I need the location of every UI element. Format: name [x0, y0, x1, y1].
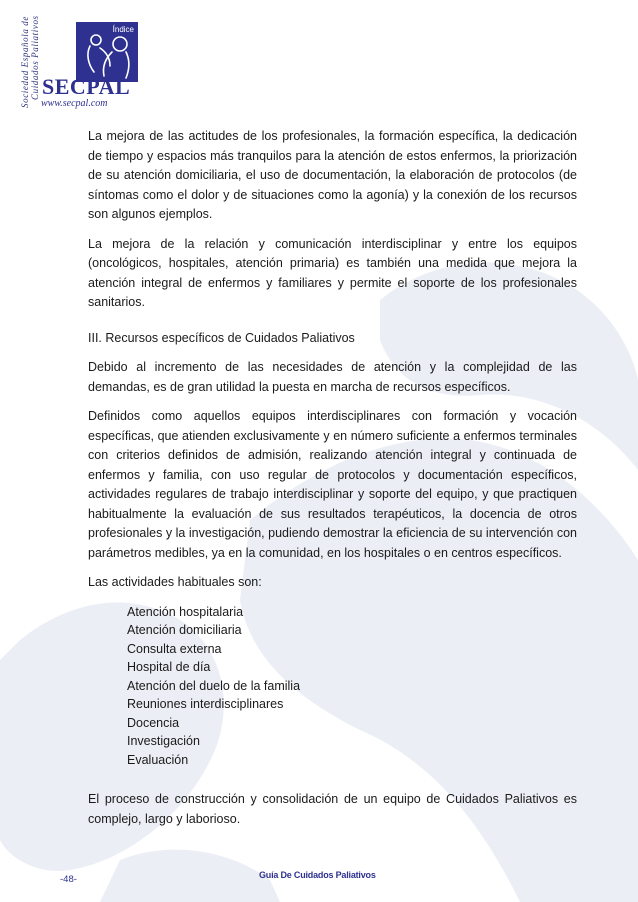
- paragraph-3: Debido al incremento de las necesidades de atención y la complejidad de las demandas, es de gran utilidad la puesta en marcha de recursos específicos.: [88, 360, 577, 394]
- list-item: Hospital de día: [127, 660, 211, 674]
- list-item: Consulta externa: [127, 641, 222, 656]
- index-link[interactable]: Índice: [112, 25, 134, 34]
- list-item: Evaluación: [127, 752, 189, 767]
- section-heading: III. Recursos específicos de Cuidados Paliativos: [88, 330, 355, 345]
- list-intro: Las actividades habituales son:: [88, 575, 262, 589]
- list-item: Docencia: [127, 715, 180, 730]
- list-item: Investigación: [127, 734, 200, 748]
- logo-wordmark: SECPAL: [42, 74, 131, 99]
- logo-emblem: [76, 22, 138, 82]
- paragraph-2: La mejora de la relación y comunicación interdisciplinar y entre los equipos (oncológicos, hospitales, atención primaria) es también una medida que mejora la atención integral de enfermos y familiares y permite el soporte de los profesionales sanitarios.: [88, 236, 577, 309]
- page-content: [88, 127, 577, 839]
- list-item: Atención hospitalaria: [127, 604, 244, 619]
- paragraph-4: Definidos como aquellos equipos interdisciplinares con formación y vocación específicas, que atienden exclusivamente y en número suficiente a enfermos terminales con criterios definidos de admisión, realizando atención integral y continuada de enfermos y familia, con uso regular de protocolos y documentación específicos, actividades regulares de trabajo interdisciplinar y soporte del equipo, y que practiquen habitualmente la evaluación de sus resultados terapéuticos, la docencia de otros profesionales y la investigación, pudiendo demostrar la eficiencia de su intervención con parámetros medibles, ya en la comunidad, en los hospitales o en centros específicos.: [88, 409, 577, 560]
- paragraph-1: La mejora de las actitudes de los profesionales, la formación específica, la dedicación de tiempo y espacios más tranquilos para la atención de estos enfermos, la priorización de su atención domiciliaria, el uso de documentación, la elaboración de protocolos (de síntomas como el dolor y de situaciones como la agonía) y la conexión de los recursos son algunos ejemplos.: [88, 129, 577, 221]
- logo-society-line-1: Sociedad Española de: [20, 16, 30, 108]
- list-item: Atención domiciliaria: [127, 623, 242, 637]
- activities-list: [127, 603, 577, 770]
- closing-paragraph: El proceso de construcción y consolidación de un equipo de Cuidados Paliativos es complejo, largo y laborioso.: [88, 792, 577, 826]
- page-number: -48-: [60, 874, 77, 885]
- logo-society-line-2: Cuidados Paliativos: [30, 15, 40, 100]
- footer-title: Guía De Cuidados Paliativos: [259, 870, 376, 880]
- list-item: Reuniones interdisciplinares: [127, 697, 284, 711]
- logo-society-name: [20, 15, 40, 108]
- logo-url[interactable]: www.secpal.com: [41, 98, 108, 109]
- list-item: Atención del duelo de la familia: [127, 678, 301, 693]
